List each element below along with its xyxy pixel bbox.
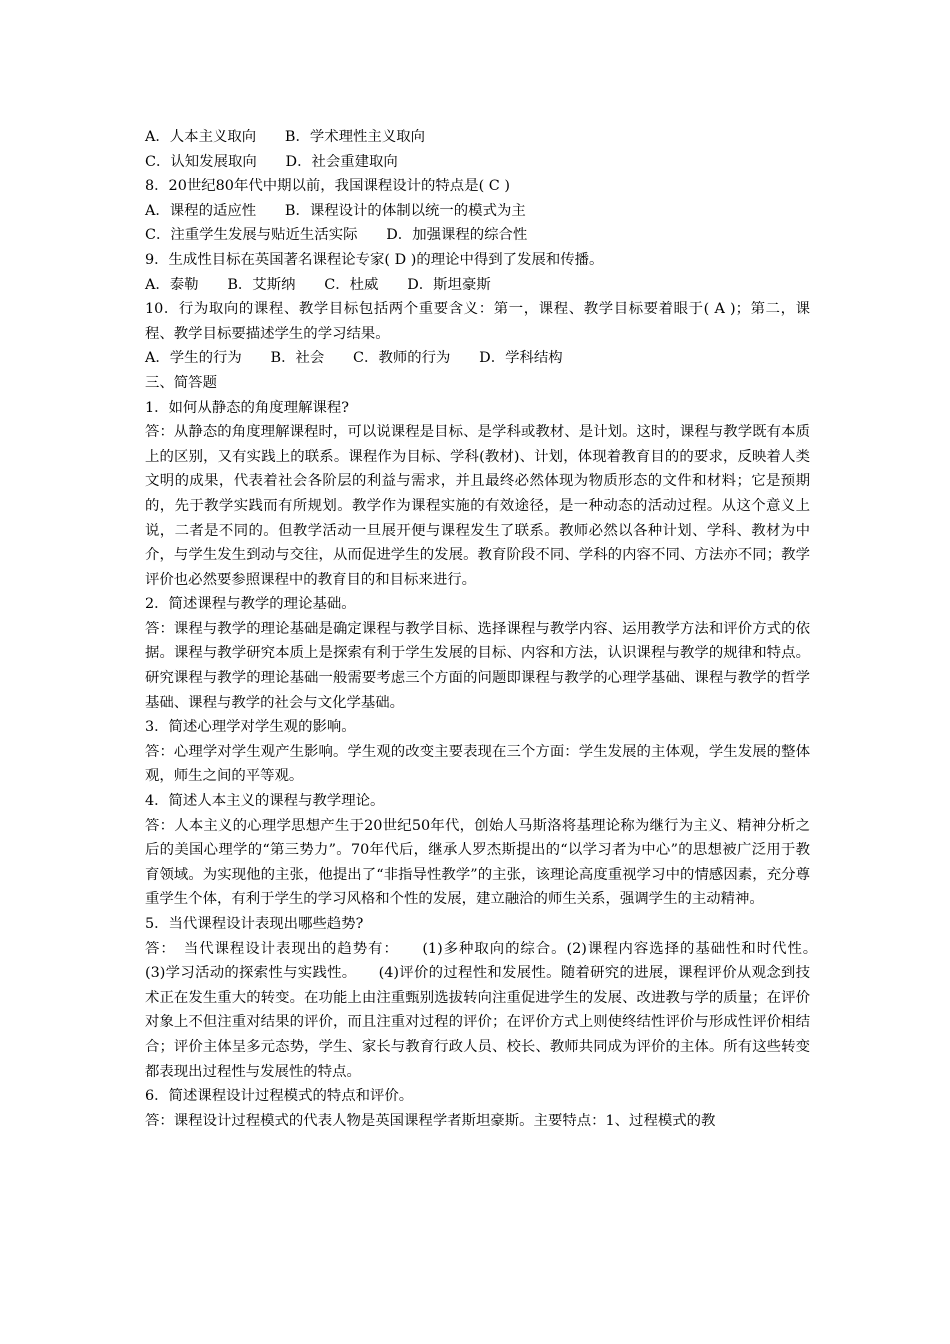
short-answer-6-answer: 答：课程设计过程模式的代表人物是英国课程学者斯坦豪斯。主要特点：1、过程模式的教: [145, 1112, 716, 1129]
q8-question: 8．20世纪80年代中期以前，我国课程设计的特点是( C ): [145, 178, 510, 195]
q9-options: A．泰勒 B．艾斯纳 C．杜威 D．斯坦豪斯: [145, 276, 491, 293]
short-answer-1-answer: 答：从静态的角度理解课程时，可以说课程是目标、是学科或教材、是计划。这时，课程与教学既有本质上的区别，又有实践上的联系。课程作为目标、学科(教材)、计划，体现着教育目的的要求，反映着人类文明的成果，代表着社会各阶层的利益与需求，并且最终必然体现为物质形态的文件和材料；它是预期的，先于教学实践而有所规划。教学作为课程实施的有效途径，是一种动态的活动过程。从这个意义上说，二者是不同的。但教学活动一旦展开便与课程发生了联系。教师必然以各种计划、学科、教材为中介，与学生发生到动与交往，从而促进学生的发展。教育阶段不同、学科的内容不同、方法亦不同；教学评价也必然要参照课程中的教育目的和目标来进行。: [145, 424, 810, 588]
q8-options-line1: A．课程的适应性 B．课程设计的体制以统一的模式为主: [145, 202, 526, 219]
q8-options-line2: C．注重学生发展与贴近生活实际 D．加强课程的综合性: [145, 227, 528, 244]
q9-question: 9．生成性目标在英国著名课程论专家( D )的理论中得到了发展和传播。: [145, 251, 604, 268]
short-answer-4-question: 4．简述人本主义的课程与教学理论。: [145, 793, 385, 810]
short-answer-3-answer: 答：心理学对学生观产生影响。学生观的改变主要表现在三个方面：学生发展的主体观，学生发展的整体观，师生之间的平等观。: [145, 743, 810, 785]
short-answer-5-question: 5．当代课程设计表现出哪些趋势?: [145, 916, 364, 932]
short-answer-2-question: 2．简述课程与教学的理论基础。: [145, 596, 356, 613]
q7-options-line1: A．人本主义取向 B．学术理性主义取向: [145, 129, 426, 145]
q10-options: A．学生的行为 B．社会 C．教师的行为 D．学科结构: [145, 350, 563, 367]
q7-options-line2: C．认知发展取向 D．社会重建取向: [145, 153, 398, 170]
document-page: [145, 125, 839, 1133]
section-heading: 三、简答题: [145, 374, 217, 391]
short-answer-2-answer: 答：课程与教学的理论基础是确定课程与教学目标、选择课程与教学内容、运用教学方法和评价方式的依据。课程与教学研究本质上是探索有利于学生发展的目标、内容和方法，认识课程与教学的规律和特点。研究课程与教学的理论基础一般需要考虑三个方面的问题即课程与教学的心理学基础、课程与教学的哲学基础、课程与教学的社会与文化学基础。: [145, 620, 810, 711]
short-answer-1-question: 1．如何从静态的角度理解课程?: [145, 399, 349, 416]
short-answer-4-answer: 答：人本主义的心理学思想产生于20世纪50年代，创始人马斯洛将基理论称为继行为主义、精神分析之后的美国心理学的“第三势力”。70年代后，继承人罗杰斯提出的“以学习者为中心”的思想被广泛用于教育领域。为实现他的主张，他提出了“非指导性教学”的主张，该理论高度重视学习中的情感因素，充分尊重学生个体，有利于学生的学习风格和个性的发展，建立融洽的师生关系，强调学生的主动精神。: [145, 817, 810, 908]
short-answer-3-question: 3．简述心理学对学生观的影响。: [145, 719, 356, 736]
short-answer-6-question: 6．简述课程设计过程模式的特点和评价。: [145, 1088, 414, 1105]
q10-question: 10．行为取向的课程、教学目标包括两个重要含义：第一，课程、教学目标要着眼于( A )；第二，课程、教学目标要描述学生的学习结果。: [145, 301, 810, 342]
short-answer-5-answer: 答： 当代课程设计表现出的趋势有： (1)多种取向的综合。(2)课程内容选择的基础性和时代性。 (3)学习活动的探索性与实践性。 (4)评价的过程性和发展性。随着研究的进展，课程评价从观念到技术正在发生重大的转变。在功能上由注重甄别选拔转向注重促进学生的发展、改进教与学的质量；在评价对象上不但注重对结果的评价，而且注重对过程的评价；在评价方式上则使终结性评价与形成性评价相结合；评价主体呈多元态势，学生、家长与教育行政人员、校长、教师共同成为评价的主体。所有这些转变都表现出过程性与发展性的特点。: [145, 940, 839, 1080]
